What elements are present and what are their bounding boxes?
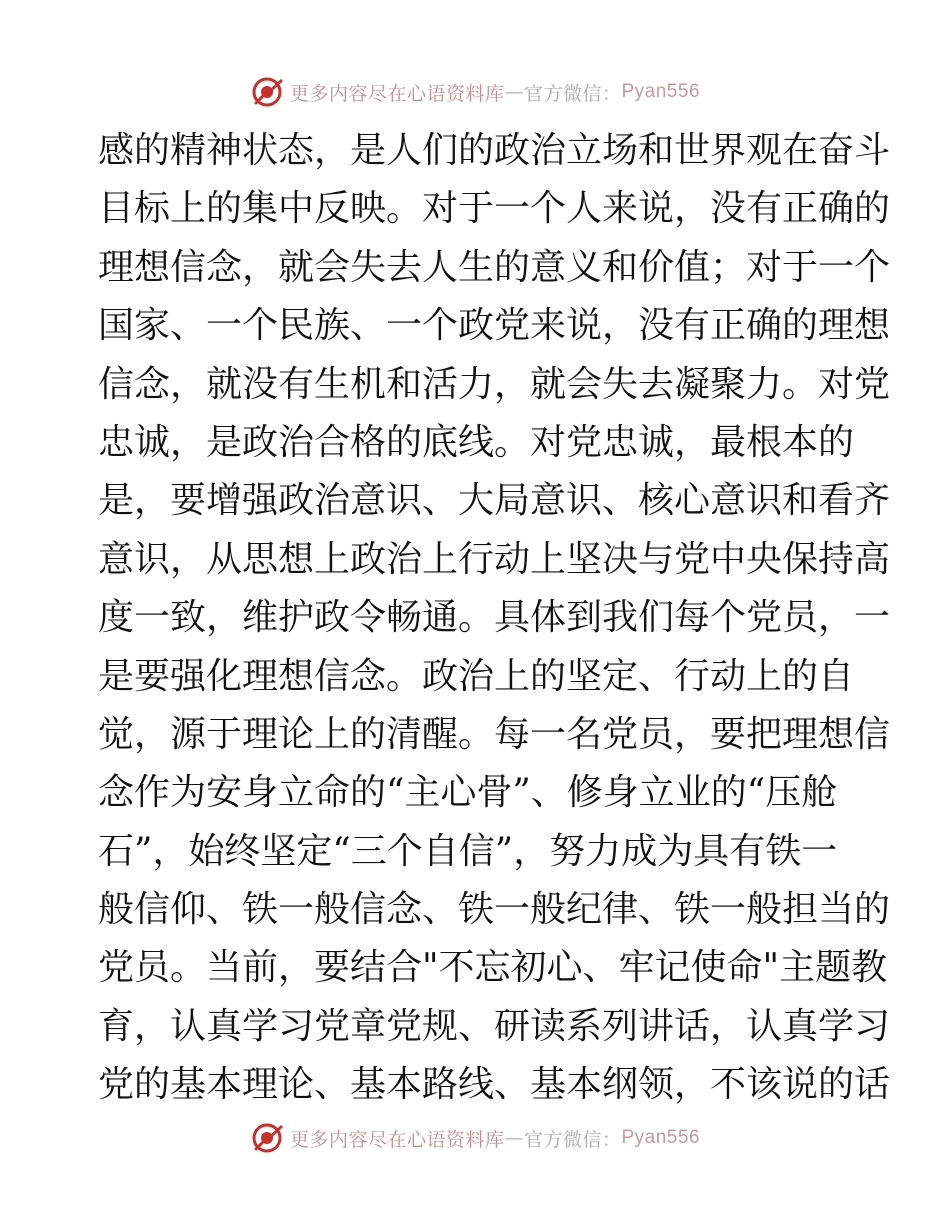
footer-dash: — [504,1127,524,1149]
body-line-7: 是，要增强政治意识、大局意识、核心意识和看齐 [98,480,891,522]
footer-banner [0,1118,950,1158]
body-line-11: 觉，源于理论上的清醒。每一名党员，要把理想信 [98,713,891,755]
body-line-2: 目标上的集中反映。对于一个人来说，没有正确的 [98,188,891,230]
pen-logo-icon [250,1121,284,1155]
document-body [98,122,891,1115]
body-line-10: 是要强化理想信念。政治上的坚定、行动上的自 [98,655,855,697]
body-line-5: 信念，就没有生机和活力，就会失去凝聚力。对党 [98,363,891,405]
body-line-14: 般信仰、铁一般信念、铁一般纪律、铁一般担当的 [98,889,891,931]
body-line-15: 党员。当前，要结合"不忘初心、牢记使命"主题教 [98,947,888,989]
footer-site-text: 更多内容尽在心语资料库 [289,1128,505,1151]
body-line-8: 意识，从思想上政治上行动上坚决与党中央保持高 [98,538,891,580]
body-line-4: 国家、一个民族、一个政党来说，没有正确的理想 [98,305,891,347]
body-line-13: 石”，始终坚定“三个自信”，努力成为具有铁一 [98,830,838,872]
header-wechat-id: Pyan556 [621,81,701,102]
body-line-9: 度一致，维护政令畅通。具体到我们每个党员，一 [98,597,891,639]
header-dash: — [504,81,524,103]
body-line-6: 忠诚，是政治合格的底线。对党忠诚，最根本的 [98,421,855,463]
body-line-12: 念作为安身立命的“主心骨”、修身立业的“压舱 [98,772,838,814]
body-line-17: 党的基本理论、基本路线、基本纲领，不该说的话 [98,1064,891,1106]
footer-wechat-label: 官方微信： [523,1128,622,1151]
body-line-3: 理想信念，就会失去人生的意义和价值；对于一个 [98,246,891,288]
header-site-text: 更多内容尽在心语资料库 [289,82,505,105]
body-line-1: 感的精神状态，是人们的政治立场和世界观在奋斗 [98,130,891,171]
header-banner [0,72,950,112]
footer-wechat-id: Pyan556 [621,1127,701,1148]
body-line-16: 育，认真学习党章党规、研读系列讲话，认真学习 [98,1005,891,1047]
header-wechat-label: 官方微信： [523,82,622,105]
pen-logo-icon [250,75,284,109]
